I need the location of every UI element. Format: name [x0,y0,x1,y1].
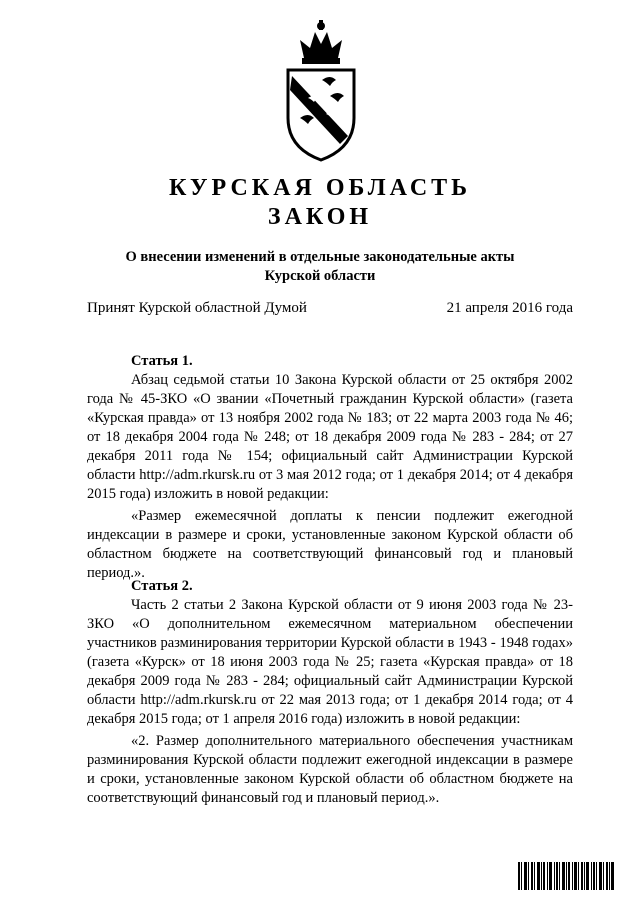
adoption-line [87,300,573,317]
article-2-paragraph-2: «2. Размер дополнительного материального обеспечения участникам разминирования Курской области подлежит ежегодной индексации в размере и сроки, установленные законом Курской области об областном бюджете на соответствующий финансовый год и плановый период.». [87,733,573,806]
subtitle-line-1: О внесении изменений в отдельные законодательные акты [125,249,515,265]
article-1-heading: Статья 1. [131,353,193,369]
article-1-paragraph-2: «Размер ежемесячной доплаты к пенсии подлежит ежегодной индексации в размере и сроки, установленные законом Курской области об областном бюджете на соответствующий финансовый год и плановый период.». [87,508,573,581]
article-1 [87,352,573,583]
coat-of-arms-icon [282,18,360,163]
subtitle-line-2: Курской области [264,268,376,284]
article-1-paragraph-1: Абзац седьмой статьи 10 Закона Курской области от 25 октября 2002 года № 45-ЗКО «О звании «Почетный гражданин Курской области» (газета «Курская правда» от 13 ноября 2002 года № 183; от 22 марта 2003 года № 46; от 18 декабря 2004 года № 248; от 18 декабря 2009 года № 283 - 284; от 27 декабря 2011 года № 154; официальный сайт Администрации Курской области http://adm.rkursk.ru от 3 мая 2012 года; от 1 декабря 2014; от 4 декабря 2015 года) изложить в новой редакции: [87,372,573,502]
document-type-title: ЗАКОН [267,204,373,230]
article-2-paragraph-1: Часть 2 статьи 2 Закона Курской области от 9 июня 2003 года № 23-ЗКО «О дополнительном ежемесячном материальном обеспечении участников разминирования территории Курской области в 1943 - 1948 годах» (газета «Курск» от 18 июня 2003 года № 25; газета «Курская правда» от 18 декабря 2009 года № 283 - 284; официальный сайт Администрации Курской области http://adm.rkursk.ru от 22 мая 2013 года; от 1 декабря 2014 года; от 4 декабря 2015 года; от 1 апреля 2016 года) изложить в новой редакции: [87,597,573,727]
region-title: КУРСКАЯ ОБЛАСТЬ [168,175,472,201]
law-subtitle [0,248,640,286]
adoption-date: 21 апреля 2016 года [446,300,573,316]
article-2 [87,577,573,808]
barcode-icon [518,862,614,890]
article-2-heading: Статья 2. [131,578,193,594]
adopted-by: Принят Курской областной Думой [87,300,307,316]
